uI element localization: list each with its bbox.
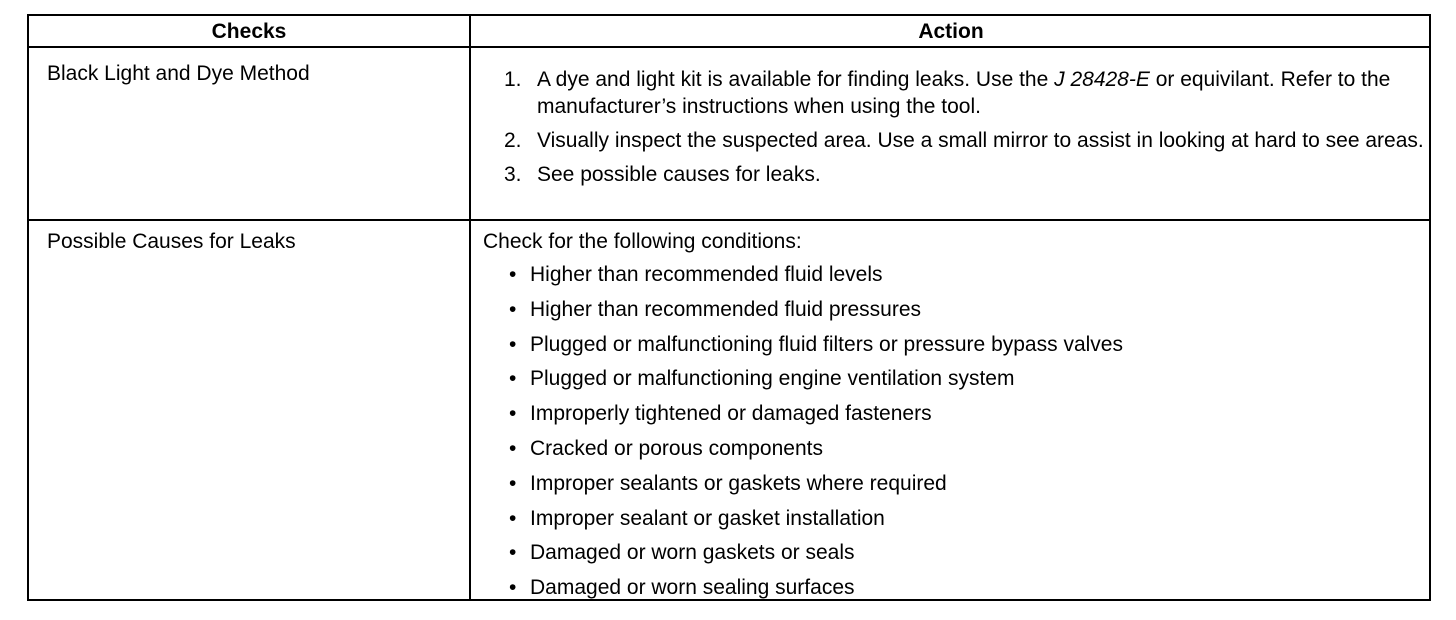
bullet-icon: • [509,576,517,600]
bullet-icon: • [509,402,517,426]
column-divider [469,16,471,599]
bullet-icon: • [509,506,517,530]
bullet-icon: • [509,297,517,321]
step-number: 3. [504,163,522,186]
condition-item [507,469,1407,504]
step-text: A dye and light kit is available for finding leaks. Use the [537,68,1055,91]
action-step [495,127,1425,154]
condition-text: Improper sealant or gasket installation [530,506,885,530]
action-steps-list [495,66,1425,195]
condition-text: Plugged or malfunctioning engine ventilation system [530,367,1015,391]
condition-item [507,399,1407,434]
step-text: See possible causes for leaks. [537,163,821,186]
tool-reference: J 28428-E [1054,68,1150,91]
condition-text: Improperly tightened or damaged fasteners [530,402,932,426]
action-step [495,66,1425,120]
condition-item [507,573,1407,608]
condition-text: Improper sealants or gaskets where required [530,471,947,495]
condition-item [507,538,1407,573]
condition-text: Higher than recommended fluid pressures [530,297,922,321]
condition-text: Plugged or malfunctioning fluid filters or pressure bypass valves [530,332,1123,356]
condition-item [507,364,1407,399]
condition-item [507,434,1407,469]
step-text-continued: or equivilant. Refer to the manufacturer’s instructions when using the tool. [537,68,1391,118]
condition-item [507,260,1407,295]
header-action: Action [918,20,984,43]
header-checks: Checks [211,20,287,43]
check-label-black-light: Black Light and Dye Method [47,62,310,85]
bullet-icon: • [509,367,517,391]
conditions-list [507,260,1407,608]
step-text: Visually inspect the suspected area. Use a small mirror to assist in looking at hard to see areas. [537,129,1424,152]
condition-item [507,330,1407,365]
step-number: 1. [504,68,522,91]
condition-item [507,295,1407,330]
row-divider [29,219,1429,221]
action-step [495,161,1425,188]
condition-text: Higher than recommended fluid levels [530,263,883,286]
condition-text: Damaged or worn gaskets or seals [530,541,855,565]
check-label-possible-causes: Possible Causes for Leaks [47,230,296,253]
header-divider [29,46,1429,48]
condition-item [507,504,1407,539]
bullet-icon: • [509,332,517,356]
conditions-intro: Check for the following conditions: [483,230,802,253]
diagnostic-table [27,14,1431,601]
step-number: 2. [504,129,522,152]
bullet-icon: • [509,541,517,565]
bullet-icon: • [509,263,517,286]
condition-text: Damaged or worn sealing surfaces [530,576,855,600]
condition-text: Cracked or porous components [530,436,823,460]
bullet-icon: • [509,436,517,460]
bullet-icon: • [509,471,517,495]
